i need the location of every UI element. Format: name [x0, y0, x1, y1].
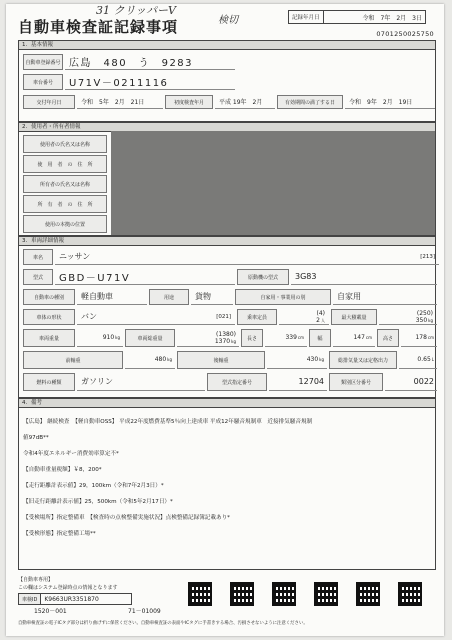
rear-axle-label: 後軸重 [177, 351, 265, 369]
private-label: 自家用・事業用の別 [235, 289, 331, 305]
height-value-box [401, 329, 437, 347]
document-page [6, 4, 444, 636]
remark-line: 令和4年度エネルギー消費効率算定不* [23, 451, 119, 457]
height-label: 高さ [377, 329, 399, 347]
maker-code: [213] [420, 253, 435, 260]
card-id-value: K9663UR3351870 [44, 595, 99, 603]
height-value: 178 [415, 334, 427, 341]
owner-name-label: 所有者の氏名又は名称 [23, 175, 107, 193]
shape-value [77, 309, 235, 325]
rear-axle-value-box [267, 351, 327, 369]
remark-line: 【広島】 継続検査 【軽自動車OSS】 平成22年度燃費基準5％向上達成車 平成12年騒音規制車 近接排気騒音規制 [23, 419, 313, 425]
issue-date-value: 令和 5年 2月 21日 [77, 95, 163, 109]
class-no-label: 類別区分番号 [329, 373, 383, 391]
capacity-value-box [279, 309, 329, 325]
gross-unit: kg [231, 338, 236, 344]
page-title: 自動車検査証記録事項 [18, 18, 179, 36]
handwritten-note: 31 クリッパーV [96, 4, 176, 17]
front-axle-label: 前軸重 [23, 351, 123, 369]
weight-value: 910 [102, 334, 115, 341]
displacement-value-box [399, 351, 437, 369]
width-value: 147 [353, 334, 365, 341]
front-axle-value: 480 [154, 356, 167, 363]
kind-value: 軽自動車 [77, 289, 147, 305]
record-date-box [288, 10, 426, 24]
handwritten-stamp: 検切 [218, 15, 238, 26]
footer-info-line: この欄はシステム登録時点の情報となります [18, 585, 118, 591]
remarks-section [18, 398, 436, 570]
front-axle-value-box [125, 351, 175, 369]
qr-code-icon [398, 582, 422, 606]
length-label: 長さ [241, 329, 263, 347]
reg-no-value: 広島 480 う 9283 [65, 54, 235, 70]
width-label: 幅 [309, 329, 331, 347]
issue-date-label: 交付年月日 [23, 95, 75, 109]
chassis-value: U71V－0211116 [65, 74, 235, 90]
basic-info-section [18, 40, 436, 122]
owner-address-label: 所 有 者 の 住 所 [23, 195, 107, 213]
maxload-sub: (250) [416, 309, 433, 317]
width-value-box [333, 329, 375, 347]
footer-notice: 自動車検査証の電子ICタグ部分は折り曲げずに保管ください。自動車検査証の表面やICタグに手書きする場合、汚損させないように注意ください。 [18, 621, 308, 626]
shape-name: バン [81, 312, 97, 321]
model-value: GBD－U71V [55, 269, 235, 285]
section-heading: 3．車両詳細情報 [19, 237, 435, 246]
capacity-value: 2 [316, 316, 320, 324]
first-reg-label: 初度検査年月 [165, 95, 213, 109]
first-reg-value: 平成 19年 2月 [215, 95, 275, 109]
document-number: 0701250025750 [376, 30, 434, 38]
gross-value: 1370 [214, 337, 231, 345]
gross-value-box [177, 329, 239, 347]
card-id-box [18, 593, 132, 605]
shape-code: [021] [216, 313, 231, 320]
length-value-box [265, 329, 307, 347]
expiry-value: 令和 9年 2月 19日 [345, 95, 435, 109]
maxload-value-box [379, 309, 437, 325]
use-label: 用途 [149, 289, 189, 305]
rear-axle-unit: kg [319, 357, 324, 362]
maker-label: 車名 [23, 249, 53, 265]
weight-unit: kg [115, 335, 120, 340]
maker-value [55, 249, 439, 265]
base-location-label: 使用の本拠の位置 [23, 215, 107, 233]
class-no-value: 0022 [385, 373, 437, 391]
maxload-unit: kg [428, 317, 433, 323]
displacement-value: 0.65 [417, 356, 431, 363]
remark-line: 【自動車重量税額】￥8，200* [23, 467, 102, 473]
displacement-label: 総排気量又は定格出力 [329, 351, 397, 369]
displacement-unit: L [431, 357, 434, 362]
fuel-label: 燃料の種類 [23, 373, 75, 391]
vehicle-detail-section [18, 236, 436, 398]
capacity-sub: (4) [316, 309, 325, 317]
length-value: 339 [285, 334, 297, 341]
maxload-value: 350 [415, 316, 428, 324]
code-b: 71－01009 [128, 608, 161, 615]
remark-line: 【旧走行距離計表示値】25，500km（令和5年2月17日）* [23, 499, 173, 505]
maxload-label: 最大積載量 [331, 309, 377, 325]
code-a: 1520－001 [34, 608, 67, 615]
width-unit: cm [365, 335, 372, 340]
kind-label: 自動車の種別 [23, 289, 75, 305]
expiry-label: 有効期間の満了する日 [277, 95, 343, 109]
remarks-text [19, 408, 435, 548]
card-id-label: 車検ID [19, 594, 41, 604]
type-no-value: 12704 [269, 373, 327, 391]
use-value: 貨物 [191, 289, 233, 305]
capacity-label: 乗車定員 [237, 309, 277, 325]
gross-label: 車両総重量 [125, 329, 175, 347]
gross-sub: (1380) [216, 330, 236, 338]
remark-line: 【走行距離計表示値】29，100km（令和7年2月3日）* [23, 483, 164, 489]
weight-value-box [77, 329, 123, 347]
capacity-unit: 人 [321, 317, 325, 323]
front-axle-unit: kg [167, 357, 172, 362]
section-heading: 2．使用者・所有者情報 [19, 123, 435, 132]
reg-no-label: 自動車登録番号 [23, 54, 63, 70]
owner-info-section [18, 122, 436, 236]
model-label: 型式 [23, 269, 53, 285]
record-date-value: 令和 7年 2月 3日 [362, 14, 422, 22]
qr-code-icon [230, 582, 254, 606]
shape-label: 車体の形状 [23, 309, 75, 325]
qr-code-icon [356, 582, 380, 606]
maker-name: ニッサン [59, 252, 91, 261]
section-heading: 1．基本情報 [19, 41, 435, 50]
fuel-value: ガソリン [77, 373, 205, 391]
user-address-label: 使 用 者 の 住 所 [23, 155, 107, 173]
height-unit: cm [427, 335, 434, 340]
section-heading: 4．備考 [19, 399, 435, 408]
length-unit: cm [297, 335, 304, 340]
type-no-label: 型式指定番号 [207, 373, 267, 391]
remark-line: 【受検場所】指定整備車 【検査時の点検整備実施状況】点検整備記録簿記載あり* [23, 515, 230, 521]
footer-info-heading: 【自動車専用】 [18, 577, 54, 583]
qr-code-icon [188, 582, 212, 606]
record-date-label: 記録年月日 [289, 11, 324, 23]
engine-label: 原動機の型式 [237, 269, 289, 285]
rear-axle-value: 430 [306, 356, 319, 363]
qr-code-icon [272, 582, 296, 606]
remark-line: 【受検形態】指定整備工場** [23, 531, 96, 537]
weight-label: 車両重量 [23, 329, 75, 347]
chassis-label: 車台番号 [23, 74, 63, 90]
user-name-label: 使用者の氏名又は名称 [23, 135, 107, 153]
redacted-block [111, 131, 435, 235]
private-value: 自家用 [333, 289, 437, 305]
qr-code-icon [314, 582, 338, 606]
remark-line: 値97dB** [23, 435, 49, 441]
engine-value: 3G83 [291, 269, 437, 285]
